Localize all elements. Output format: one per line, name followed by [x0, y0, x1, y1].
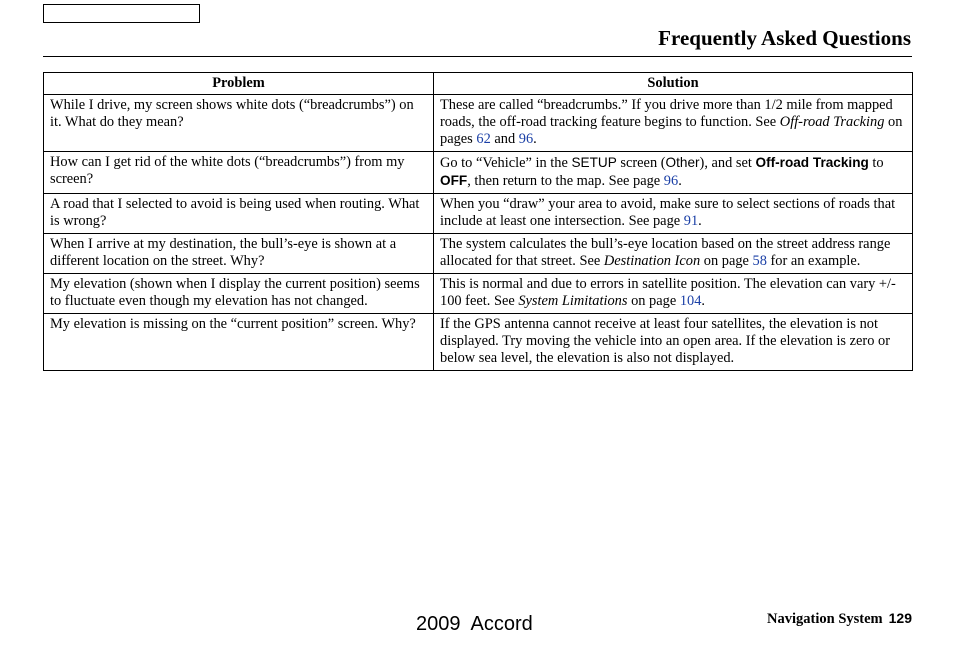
page-link[interactable]: 96 [518, 131, 534, 147]
solution-cell [434, 234, 913, 274]
solution-cell [434, 274, 913, 314]
solution-text: This is normal and due to errors in satellite position. The elevation can vary +/- 100 feet. See [440, 276, 896, 309]
solution-text: , then return to the map. See page [467, 173, 664, 189]
screen-label-setup: SETUP [571, 155, 617, 170]
solution-cell [434, 152, 913, 194]
solution-text: for an example. [766, 253, 861, 269]
solution-text: . [533, 131, 537, 147]
solution-cell [434, 314, 913, 371]
page-number: 129 [888, 610, 912, 626]
table-row [44, 234, 913, 274]
solution-text: When you “draw” your area to avoid, make sure to select sections of roads that include at least one intersection. See page [440, 196, 896, 229]
header-tab-box [43, 4, 200, 23]
page-link[interactable]: 91 [683, 213, 699, 229]
setting-label-offroad-tracking: Off-road Tracking [755, 155, 869, 170]
solution-cell [434, 95, 913, 152]
solution-text: Go to “Vehicle” in the [440, 155, 572, 171]
solution-text: If the GPS antenna cannot receive at least four satellites, the elevation is not displayed. Try moving the vehicle into an open area. If the elevation is zero or below sea level, the elevation is also not displayed. [440, 316, 890, 366]
solution-text: and [490, 131, 519, 147]
table-row [44, 152, 913, 194]
problem-cell: When I arrive at my destination, the bull’s-eye is shown at a different location on the street. Why? [44, 234, 434, 274]
solution-text: . [701, 293, 706, 309]
table-header-row [44, 73, 913, 95]
footer-section-title: Navigation System [767, 611, 883, 627]
section-reference: Destination Icon [603, 253, 701, 269]
faq-table [43, 72, 913, 371]
problem-cell: A road that I selected to avoid is being used when routing. What is wrong? [44, 194, 434, 234]
column-header-problem: Problem [44, 73, 434, 95]
problem-cell: My elevation (shown when I display the current position) seems to fluctuate even though my elevation has not changed. [44, 274, 434, 314]
table-row [44, 194, 913, 234]
solution-text: on page [700, 253, 753, 269]
solution-text: . [678, 173, 682, 189]
solution-cell [434, 194, 913, 234]
page-link[interactable]: 62 [476, 131, 491, 147]
problem-cell: My elevation is missing on the “current position” screen. Why? [44, 314, 434, 371]
solution-text: to [868, 155, 884, 171]
setting-value-off: OFF [440, 173, 468, 188]
solution-text: . [698, 213, 702, 229]
table-row [44, 274, 913, 314]
section-reference: Off-road Tracking [779, 114, 885, 130]
footer-section [767, 610, 912, 628]
screen-label-other: Other [665, 155, 700, 170]
solution-text: ), and set [699, 155, 756, 171]
column-header-solution: Solution [434, 73, 913, 95]
page-link[interactable]: 104 [679, 293, 702, 309]
page-title: Frequently Asked Questions [658, 26, 911, 50]
solution-text: on page [627, 293, 680, 309]
solution-text: on pages [440, 114, 903, 147]
solution-text: The system calculates the bull’s-eye location based on the street address range allocated for that street. See [440, 236, 891, 269]
title-divider [43, 56, 912, 57]
page-link[interactable]: 58 [752, 253, 767, 269]
footer-model-name: 2009 Accord [416, 613, 533, 635]
section-reference: System Limitations [518, 293, 628, 309]
solution-text: screen ( [616, 155, 666, 171]
problem-cell: While I drive, my screen shows white dots (“breadcrumbs”) on it. What do they mean? [44, 95, 434, 152]
page-link[interactable]: 96 [663, 173, 679, 189]
table-row [44, 314, 913, 371]
problem-cell: How can I get rid of the white dots (“breadcrumbs”) from my screen? [44, 152, 434, 194]
table-row [44, 95, 913, 152]
solution-text: These are called “breadcrumbs.” If you drive more than 1/2 mile from mapped roads, the off-road tracking feature begins to function. See [440, 97, 893, 130]
